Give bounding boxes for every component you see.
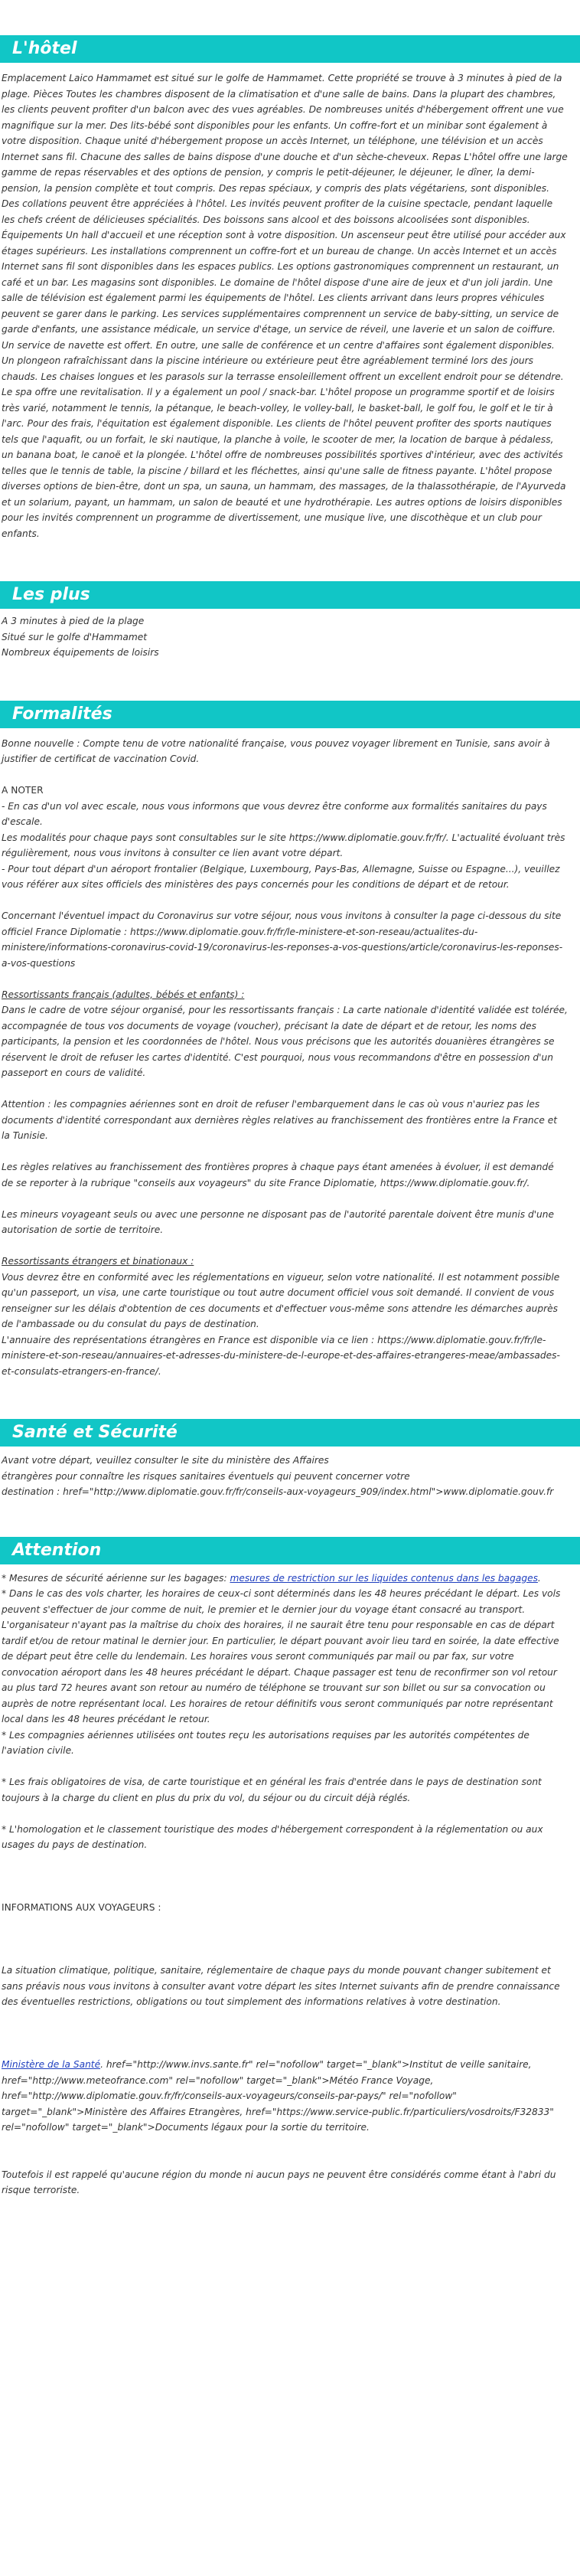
section-title-attention: Attention — [0, 1537, 580, 1564]
section-title-hotel: L'hôtel — [0, 35, 580, 63]
section-title-sante: Santé et Sécurité — [0, 1419, 580, 1447]
ministere-sante-link[interactable]: Ministère de la Santé — [2, 2059, 101, 2070]
a-noter-frontalier: - Pour tout départ d'un aéroport frontalier (Belgique, Luxembourg, Pays-Bas, Allemagne, Suisse ou Espagne...), veuillez vous référer aux sites officiels des ministères des pays concernés pour les conditions de départ et de retour. — [2, 863, 560, 890]
vols-charter: * Dans le cas des vols charter, les horaires de ceux-ci sont déterminés dans les 48 heures précédant le départ. Les vols peuvent s'effectuer de jour comme de nuit, le premier et le dernier jour du voyage étant consacré au transport. L'organisateur n'ayant pas la maîtrise du choix des horaires, il ne saurait être tenu pour responsable en cas de départ tardif et/ou de retour matinal le dernier jour. En particulier, le départ pouvant avoir lieu tard en soirée, la date effective de départ peut être celle du lendemain. Les horaires vous seront communiqués par mail ou par fax, sur votre convocation aéroport dans les 48 heures précédant le départ. Chaque passager est tenu de reconfirmer son vol retour au plus tard 72 heures avant son retour au numéro de téléphone se trouvant sur son billet ou sur sa convocation ou auprès de notre représentant local. Les horaires de retour définitifs vous seront communiqués par notre représentant local dans les 48 heures précédant le retour. — [2, 1588, 561, 1724]
section-sante — [0, 1419, 580, 1506]
section-body-formalites — [0, 728, 580, 1386]
ressortissants-francais-text: Dans le cadre de votre séjour organisé, pour les ressortissants français : La carte nationale d'identité validée est tolérée, accompagnée de tous vos documents de voyage (voucher), précisant la date de départ et de retour, les noms des participants, la pension et les coordonnées de l'hôtel. Nous vous précisons que les autorités douanières étrangères se réservent le droit de refuser les cartes d'identité. C'est pourquoi, nous vous recommandons d'être en possession d'un passeport en cours de validité. — [2, 1005, 568, 1078]
formalites-intro: Bonne nouvelle : Compte tenu de votre nationalité française, vous pouvez voyager librement en Tunisie, sans avoir à justifier de certificat de vaccination Covid. — [2, 737, 550, 764]
homologation: * L'homologation et le classement touristique des modes d'hébergement correspondent à la réglementation ou aux usages du pays de destination. — [2, 1823, 543, 1850]
page — [0, 35, 580, 2205]
sante-line: destination : href="http://www.diplomatie.gouv.fr/fr/conseils-aux-voyageurs_909/index.html">www.diplomatie.gouv.fr — [2, 1486, 554, 1497]
annuaire-info: L'annuaire des représentations étrangères en France est disponible via ce lien : https://www.diplomatie.gouv.fr/fr/le-ministere-et-son-reseau/annuaires-et-adresses-du-ministere-de-l-europe-et-des-affaires-etrangeres-meae/ambassades-et-consulats-etrangers-en-france/. — [2, 1334, 560, 1377]
sante-line: Avant votre départ, veuillez consulter le site du ministère des Affaires — [2, 1455, 329, 1466]
liquides-restriction-link[interactable]: mesures de restriction sur les liquides contenus dans les bagages — [230, 1572, 538, 1584]
mineurs-info: Les mineurs voyageant seuls ou avec une personne ne disposant pas de l'autorité parentale doivent être munis d'une autorisation de sortie de territoire. — [2, 1208, 555, 1235]
section-formalites — [0, 701, 580, 1386]
a-noter-escale: - En cas d'un vol avec escale, nous vous informons que vous devrez être conforme aux formalités sanitaires du pays d'escale. — [2, 800, 547, 827]
liens-utiles — [2, 2057, 568, 2136]
frais-obligatoires: * Les frais obligatoires de visa, de carte touristique et en général les frais d'entrée dans le pays de destination sont toujours à la charge du client en plus du prix du vol, du séjour ou du circuit déjà réglés. — [2, 1777, 542, 1803]
section-hotel — [0, 35, 580, 548]
plus-item: A 3 minutes à pied de la plage — [2, 616, 145, 626]
section-title-formalites: Formalités — [0, 701, 580, 728]
hotel-description: Emplacement Laico Hammamet est situé sur le golfe de Hammamet. Cette propriété se trouve à 3 minutes à pied de la plage. Pièces Toutes les chambres disposent de la climatisation et d'une salle de bains. Dans la plupart des chambres, les clients peuvent profiter d'un balcon avec des vues agréables. De nombreuses unités d'hébergement offrent une vue magnifique sur la mer. Des lits-bébé sont disponibles pour les enfants. Un coffre-fort et un minibar sont également à votre disposition. Chaque unité d'hébergement propose un accès Internet, un téléphone, une télévision et un accès Internet sans fil. Chacune des salles de bains dispose d'une douche et d'un sèche-cheveux. Repas L'hôtel offre une large gamme de repas réservables et des options de pension, y compris le petit-déjeuner, le déjeuner, le dîner, la demi-pension, la pension complète et tout compris. Des repas spéciaux, y compris des plats végétariens, sont disponibles. Des collations peuvent être appréciées à l'hôtel. Les invités peuvent profiter de la cuisine spectacle, pendant laquelle les chefs créent de délicieuses spécialités. Des boissons sans alcool et des boissons alcoolisées sont disponibles. Équipements Un hall d'accueil et une réception sont à votre disposition. Un ascenseur peut être utilisé pour accéder aux étages supérieurs. Les installations comprennent un coffre-fort et un bureau de change. Un accès Internet et un accès Internet sans fil sont disponibles dans les espaces publics. Les options gastronomiques comprennent un restaurant, un café et un bar. Les magasins sont disponibles. Le domaine de l'hôtel dispose d'une aire de jeux et d'un joli jardin. Une salle de télévision est également parmi les équipements de l'hôtel. Les clients arrivant dans leurs propres véhicules peuvent se garer dans le parking. Les services supplémentaires comprennent un service de baby-sitting, un service de garde d'enfants, une assistance médicale, un service d'étage, un service de réveil, une laverie et un salon de coiffure. Un service de navette est offert. En outre, une salle de conférence et un centre d'affaires sont également disponibles. Un plongeon rafraîchissant dans la piscine intérieure ou extérieure peut être agréablement terminé lors des jours chauds. Les chaises longues et les parasols sur la terrasse ensoleillement offrent un excellent endroit pour se détendre. Le spa offre une revitalisation. Il y a également un pool / snack-bar. L'hôtel propose un programme sportif et de loisirs très varié, notamment le tennis, la pétanque, le beach-volley, le volley-ball, le basket-ball, le golf fou, le golf et le tir à l'arc. Pour des frais, l'équitation est également disponible. Les clients de l'hôtel peuvent profiter des sports nautiques tels que l'aquafit, ou un forfait, le ski nautique, la planche à voile, le scooter de mer, la location de barque à pédaless, un banana boat, le canoë et la plongée. L'hôtel offre de nombreuses possibilités sportives d'intérieur, avec des activités telles que le tennis de table, la piscine / billard et les fléchettes, ainsi qu'une salle de fitness payante. L'hôtel propose diverses options de bien-être, dont un spa, un sauna, un hammam, des massages, de la thalassothérapie, de l'Ayurveda et un solarium, payant, un hammam, un salon de beauté et une hydrothérapie. Les autres options de loisirs disponibles pour les invités comprennent un programme de divertissement, une musique live, une discothèque et un club pour enfants. — [2, 73, 568, 539]
section-body-plus — [0, 609, 580, 667]
situation-info: La situation climatique, politique, sanitaire, réglementaire de chaque pays du monde pouvant changer subitement et sans préavis nous vous invitons à consulter avant votre départ les sites Internet suivants afin de prendre connaissance des éventuelles restrictions, obligations ou tout simplement des informations relatives à votre destination. — [2, 1965, 560, 2007]
section-body-hotel — [0, 63, 580, 548]
ressortissants-etrangers-text: Vous devrez être en conformité avec les réglementations en vigueur, selon votre nationalité. Il est notamment possible qu'un passeport, un visa, une carte touristique ou tout autre document officiel vous soit demandé. Il convient de vous renseigner sur les délais d'obtention de ces documents et d'effectuer vous-même sons attendre les démarches auprès de l'ambassade ou du consulat du pays de destination. — [2, 1271, 560, 1329]
section-body-sante — [0, 1447, 580, 1506]
section-plus — [0, 581, 580, 667]
section-body-attention — [0, 1564, 580, 2205]
compagnies-aeriennes: * Les compagnies aériennes utilisées ont toutes reçu les autorisations requises par les autorités compétentes de l'aviation civile. — [2, 1729, 529, 1756]
ressortissants-etrangers-heading: Ressortissants étrangers et binationaux : — [2, 1256, 194, 1267]
plus-item: Nombreux équipements de loisirs — [2, 647, 159, 658]
mesures-suffix: . — [537, 1572, 541, 1584]
mesures-securite — [2, 1571, 568, 1587]
a-noter-modalites: Les modalités pour chaque pays sont consultables sur le site https://www.diplomatie.gouv.fr/fr/. L'actualité évoluant très régulièrement, nous vous invitons à consulter ce lien avant votre départ. — [2, 832, 565, 858]
plus-item: Situé sur le golfe d'Hammamet — [2, 631, 148, 642]
regles-frontieres: Les règles relatives au franchissement des frontières propres à chaque pays étant amenées à évoluer, il est demandé de se reporter à la rubrique "conseils aux voyageurs" du site France Diplomatie, https://www.diplomatie.gouv.fr/. — [2, 1162, 554, 1188]
covid-info: Concernant l'éventuel impact du Coronavirus sur votre séjour, nous vous invitons à consulter la page ci-dessous du site officiel France Diplomatie : https://www.diplomatie.gouv.fr/fr/le-ministere-et-son-reseau/actualites-du-ministere/informations-coronavirus-covid-19/coronavirus-les-reponses-a-vos-questions/article/coronavirus-les-reponses-a-vos-questions — [2, 910, 563, 969]
attention-embarquement: Attention : les compagnies aériennes sont en droit de refuser l'embarquement dans le cas où vous n'auriez pas les documents d'identité correspondant aux dernières règles relatives au franchissement des frontières entre la France et la Tunisie. — [2, 1099, 557, 1141]
mesures-prefix: * Mesures de sécurité aérienne sur les bagages: — [2, 1572, 230, 1584]
sante-line: étrangères pour connaître les risques sanitaires éventuels qui peuvent concerner votre — [2, 1470, 410, 1482]
a-noter-label: A NOTER — [2, 785, 44, 796]
section-attention — [0, 1537, 580, 2205]
section-title-plus: Les plus — [0, 581, 580, 609]
risque-terroriste: Toutefois il est rappelé qu'aucune région du monde ni aucun pays ne peuvent être considérés comme étant à l'abri du risque terroriste. — [2, 2169, 556, 2195]
ressortissants-francais-heading: Ressortissants français (adultes, bébés et enfants) : — [2, 989, 245, 1000]
liens-utiles-text: . href="http://www.invs.sante.fr" rel="nofollow" target="_blank">Institut de veille sanitaire, href="http://www.meteofrance.com" rel="nofollow" target="_blank">Météo France Voyage, href="http://www.diplomatie.gouv.fr/fr/conseils-aux-voyageurs/conseils-par-pays/" rel="nofollow" target="_blank">Ministère des Affaires Etrangères, href="https://www.service-public.fr/particuliers/vosdroits/F32833" rel="nofollow" target="_blank">Documents légaux pour la sortie du territoire. — [2, 2059, 554, 2133]
informations-voyageurs-label: INFORMATIONS AUX VOYAGEURS : — [2, 1902, 161, 1913]
